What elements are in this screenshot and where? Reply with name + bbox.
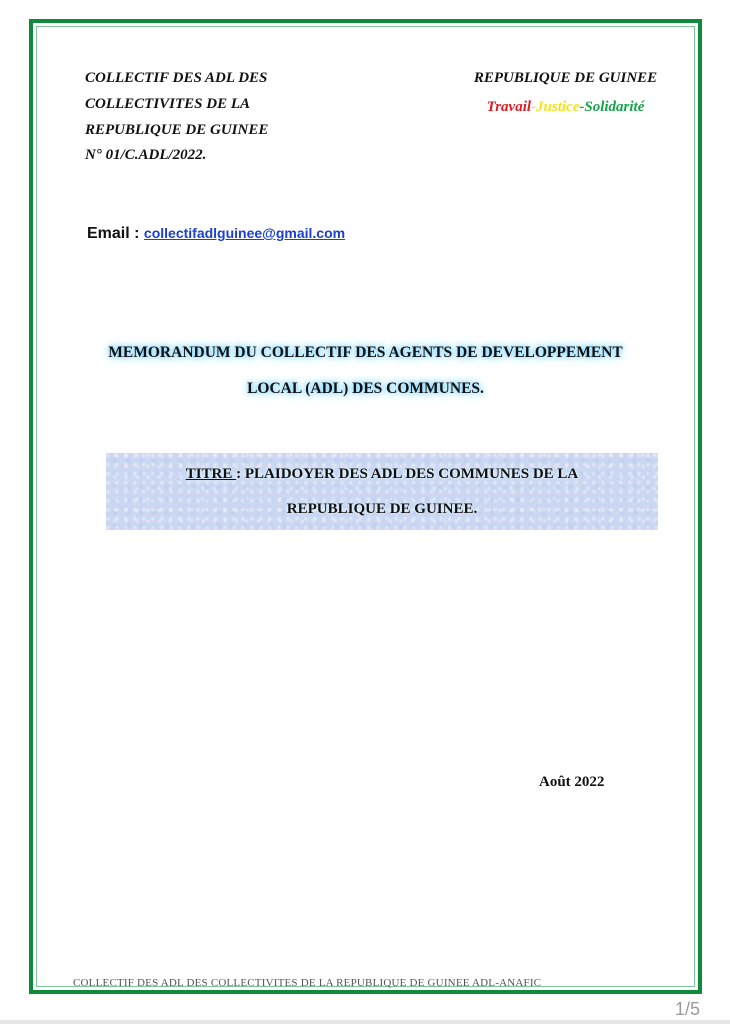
title-line-1: : PLAIDOYER DES ADL DES COMMUNES DE LA: [236, 466, 579, 482]
motto-solidarite: Solidarité: [584, 99, 645, 115]
title-label: TITRE: [185, 466, 237, 482]
motto-separator-1: -: [531, 99, 537, 115]
email-line: [87, 225, 345, 243]
organization-line-2: COLLECTIVITES DE LA: [85, 96, 251, 112]
motto-justice: Justice: [536, 99, 580, 115]
organization-line-1: COLLECTIF DES ADL DES: [85, 70, 268, 86]
national-motto: [453, 99, 678, 116]
title-box: [106, 453, 658, 530]
memorandum-line-1: MEMORANDUM DU COLLECTIF DES AGENTS DE DEVELOPPEMENT: [108, 344, 623, 361]
country-name: REPUBLIQUE DE GUINEE: [473, 70, 658, 86]
title-line-2: REPUBLIQUE DE GUINEE.: [286, 501, 478, 517]
organization-header: [85, 65, 365, 143]
email-label: Email :: [87, 225, 140, 242]
page-indicator: 1/5: [674, 999, 700, 1019]
organization-line-3: REPUBLIQUE DE GUINEE: [85, 122, 269, 138]
document-date: Août 2022: [539, 774, 605, 790]
page-footer: COLLECTIF DES ADL DES COLLECTIVITES DE LA REPUBLIQUE DE GUINEE ADL-ANAFIC: [73, 977, 542, 989]
motto-travail: Travail: [486, 99, 532, 115]
memorandum-heading: [73, 335, 658, 407]
motto-separator-2: -: [579, 99, 585, 115]
email-link[interactable]: collectifadlguinee@gmail.com: [143, 225, 346, 241]
viewer-bottom-bar: [0, 1020, 730, 1024]
reference-number: N° 01/C.ADL/2022.: [85, 147, 207, 163]
country-header: [453, 65, 678, 116]
memorandum-line-2: LOCAL (ADL) DES COMMUNES.: [247, 380, 484, 397]
document-page: [29, 19, 702, 994]
